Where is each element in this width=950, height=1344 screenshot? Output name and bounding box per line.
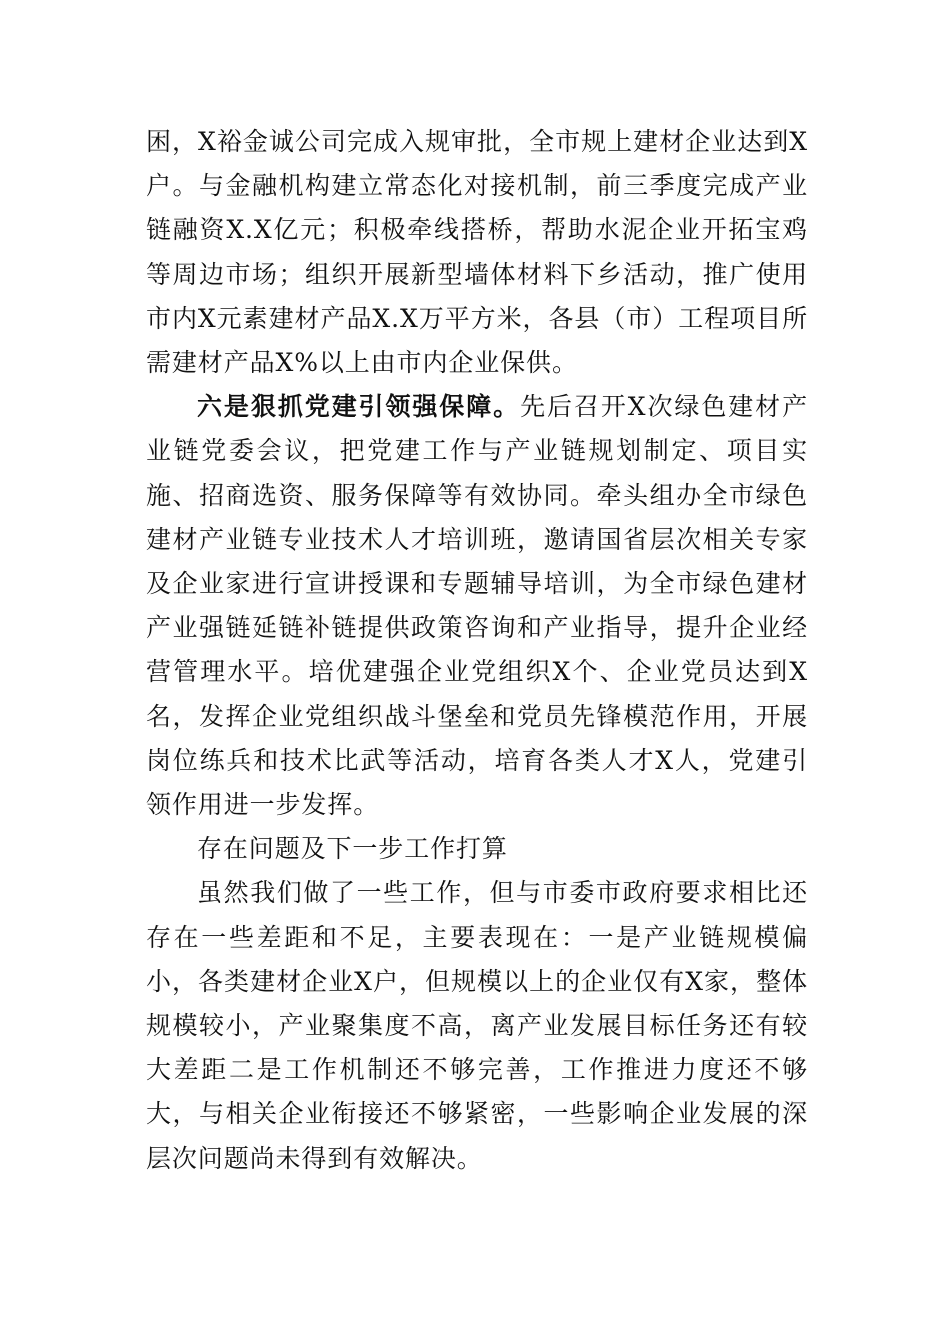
paragraph-text: 虽然我们做了一些工作，但与市委市政府要求相比还存在一些差距和不足，主要表现在：一是产业链规模偏小，各类建材企业X户，但规模以上的企业仅有X家，整体规模较小，产业聚集度不高，离产业发展目标任务还有较大差距二是工作机制还不够完善，工作推进力度还不够大，与相关企业衔接还不够紧密，一些影响企业发展的深层次问题尚未得到有效解决。 [146,878,808,1173]
paragraph-text: 先后召开X次绿色建材产业链党委会议，把党建工作与产业链规划制定、项目实施、招商选资、服务保障等有效协同。牵头组办全市绿色建材产业链专业技术人才培训班，邀请国省层次相关专家及企业家进行宣讲授课和专题辅导培训，为全市绿色建材产业强链延链补链提供政策咨询和产业指导，提升企业经营管理水平。培优建强企业党组织X个、企业党员达到X名，发挥企业党组织战斗堡垒和党员先锋模范作用，开展岗位练兵和技术比武等活动，培育各类人才X人，党建引领作用进一步发挥。 [146,392,808,820]
document-body [146,120,808,1181]
paragraph-lead-heading: 六是狠抓党建引领强保障。 [197,392,521,422]
paragraph-continuation [146,120,808,385]
paragraph-text: 困，X裕金诚公司完成入规审批，全市规上建材企业达到X户。与金融机构建立常态化对接机制，前三季度完成产业链融资X.X亿元；积极牵线搭桥，帮助水泥企业开拓宝鸡等周边市场；组织开展新型墙体材料下乡活动，推广使用市内X元素建材产品X.X万平方米，各县（市）工程项目所需建材产品X%以上由市内企业保供。 [146,127,808,378]
paragraph-problems [146,871,808,1180]
paragraph-party-building [146,385,808,827]
section-heading: 存在问题及下一步工作打算 [197,834,508,864]
